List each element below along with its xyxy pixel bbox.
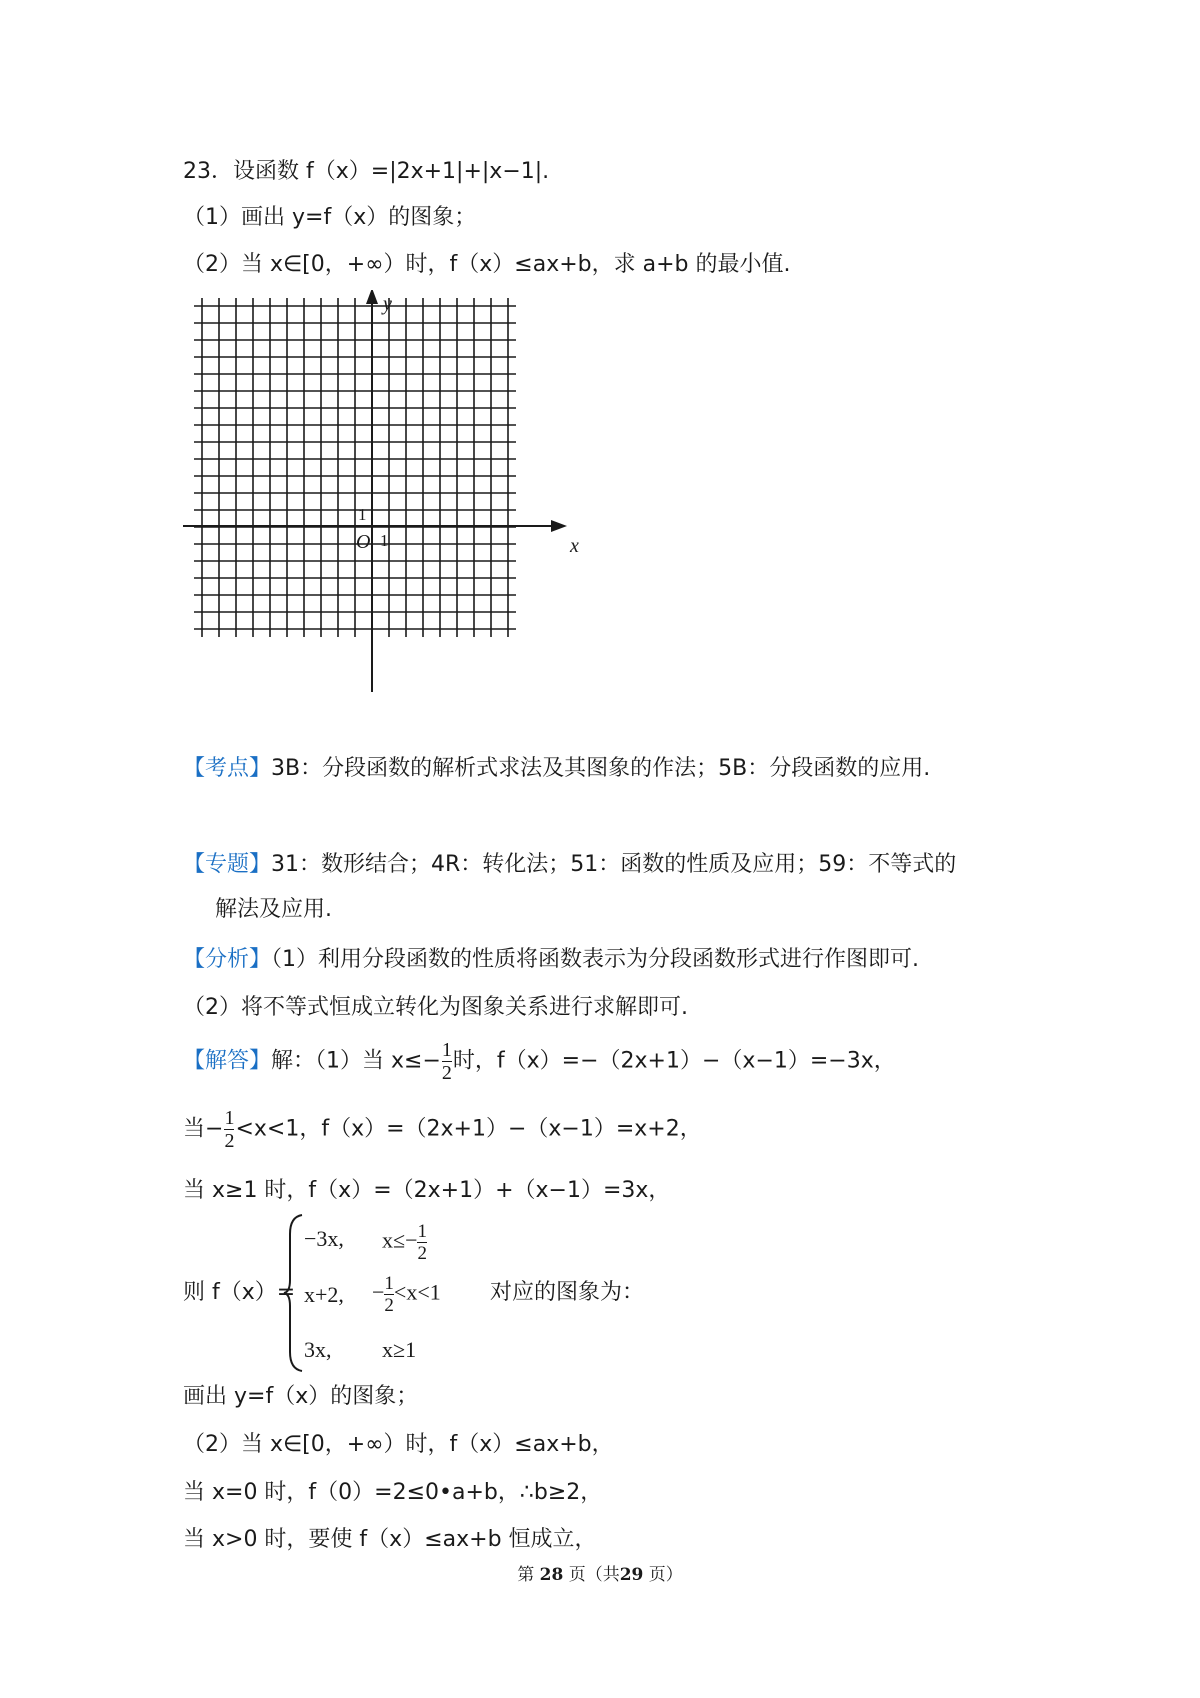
- grid-lines: [194, 298, 516, 637]
- problem-stem-text: 设函数 f（x）=|2x+1|+|x−1|.: [233, 159, 550, 184]
- problem-part1: （1）画出 y=f（x）的图象；: [183, 205, 477, 230]
- zhuanti-tag: 【专题】: [183, 852, 272, 877]
- x-unit-label: 1: [380, 531, 389, 550]
- jieda-line2: [183, 1108, 702, 1151]
- jieda-line1: [183, 1040, 896, 1083]
- fraction-one-half: $\frac{1}{2}$: [384, 1273, 394, 1316]
- problem-stem: [183, 157, 549, 187]
- kaodian-line: [183, 754, 930, 784]
- jieda-line3: 当 x≥1 时，f（x）=（2x+1）+（x−1）=3x，: [183, 1178, 671, 1203]
- jieda-line2-pre: 当−: [183, 1116, 224, 1142]
- axes: [183, 290, 567, 692]
- fenxi-line: [183, 945, 919, 975]
- piece1-cond: x≤− $\frac{1}{2}$: [382, 1221, 427, 1264]
- x-axis-arrow: [551, 520, 567, 532]
- x-axis-label: x: [570, 535, 579, 557]
- fenxi-line2: （2）将不等式恒成立转化为图象关系进行求解即可.: [183, 995, 688, 1020]
- jieda-line1-post: 时，f（x）=−（2x+1）−（x−1）=−3x，: [452, 1048, 896, 1074]
- origin-label: O: [356, 531, 371, 553]
- current-page: 28: [539, 1565, 564, 1585]
- y-unit-label: 1: [358, 505, 367, 524]
- jieda-line7: 当 x=0 时，f（0）=2≤0•a+b，∴b≥2，: [183, 1480, 603, 1505]
- jieda-line8: 当 x>0 时，要使 f（x）≤ax+b 恒成立，: [183, 1527, 597, 1552]
- piece2-cond: − $\frac{1}{2}$ <x<1: [372, 1273, 441, 1316]
- jieda-line6: （2）当 x∈[0，+∞）时，f（x）≤ax+b，: [183, 1432, 614, 1457]
- piecewise-trail: 对应的图象为：: [490, 1280, 645, 1305]
- fraction-one-half: $\frac{1}{2}$: [417, 1221, 427, 1264]
- piecewise-lead: 则 f（x）=: [183, 1280, 296, 1305]
- total-pages: 29: [619, 1565, 644, 1585]
- jieda-line1-pre: 解：（1）当 x≤−: [271, 1048, 441, 1074]
- kaodian-text: 3B：分段函数的解析式求法及其图象的作法；5B：分段函数的应用.: [271, 756, 931, 781]
- jieda-line2-post: <x<1，f（x）=（2x+1）−（x−1）=x+2，: [235, 1116, 702, 1142]
- piecewise-brace: [282, 1212, 306, 1374]
- y-axis-label: y: [383, 293, 392, 315]
- jieda-line5: 画出 y=f（x）的图象；: [183, 1384, 419, 1409]
- jieda-tag: 【解答】: [183, 1048, 272, 1074]
- problem-number: 23．: [183, 159, 233, 184]
- kaodian-tag: 【考点】: [183, 756, 272, 781]
- piece2-expr: x+2,: [304, 1282, 344, 1307]
- coordinate-grid-figure: [175, 290, 595, 705]
- y-axis-arrow: [366, 290, 378, 304]
- page-footer: 第 28 页（共29 页）: [517, 1565, 683, 1585]
- fenxi-tag: 【分析】: [183, 947, 272, 972]
- fenxi-text: （1）利用分段函数的性质将函数表示为分段函数形式进行作图即可.: [271, 947, 920, 972]
- zhuanti-text: 31：数形结合；4R：转化法；51：函数的性质及应用；59：不等式的: [271, 852, 957, 877]
- zhuanti-line2: 解法及应用.: [215, 897, 332, 922]
- piece3-cond: x≥1: [382, 1337, 417, 1362]
- piece3-expr: 3x,: [304, 1337, 332, 1362]
- fraction-one-half: $\frac{1}{2}$: [224, 1107, 235, 1152]
- fraction-one-half: $\frac{1}{2}$: [441, 1039, 452, 1084]
- piece1-expr: −3x,: [304, 1226, 344, 1251]
- zhuanti-line: [183, 850, 956, 880]
- problem-part2: （2）当 x∈[0，+∞）时，f（x）≤ax+b，求 a+b 的最小值.: [183, 252, 791, 277]
